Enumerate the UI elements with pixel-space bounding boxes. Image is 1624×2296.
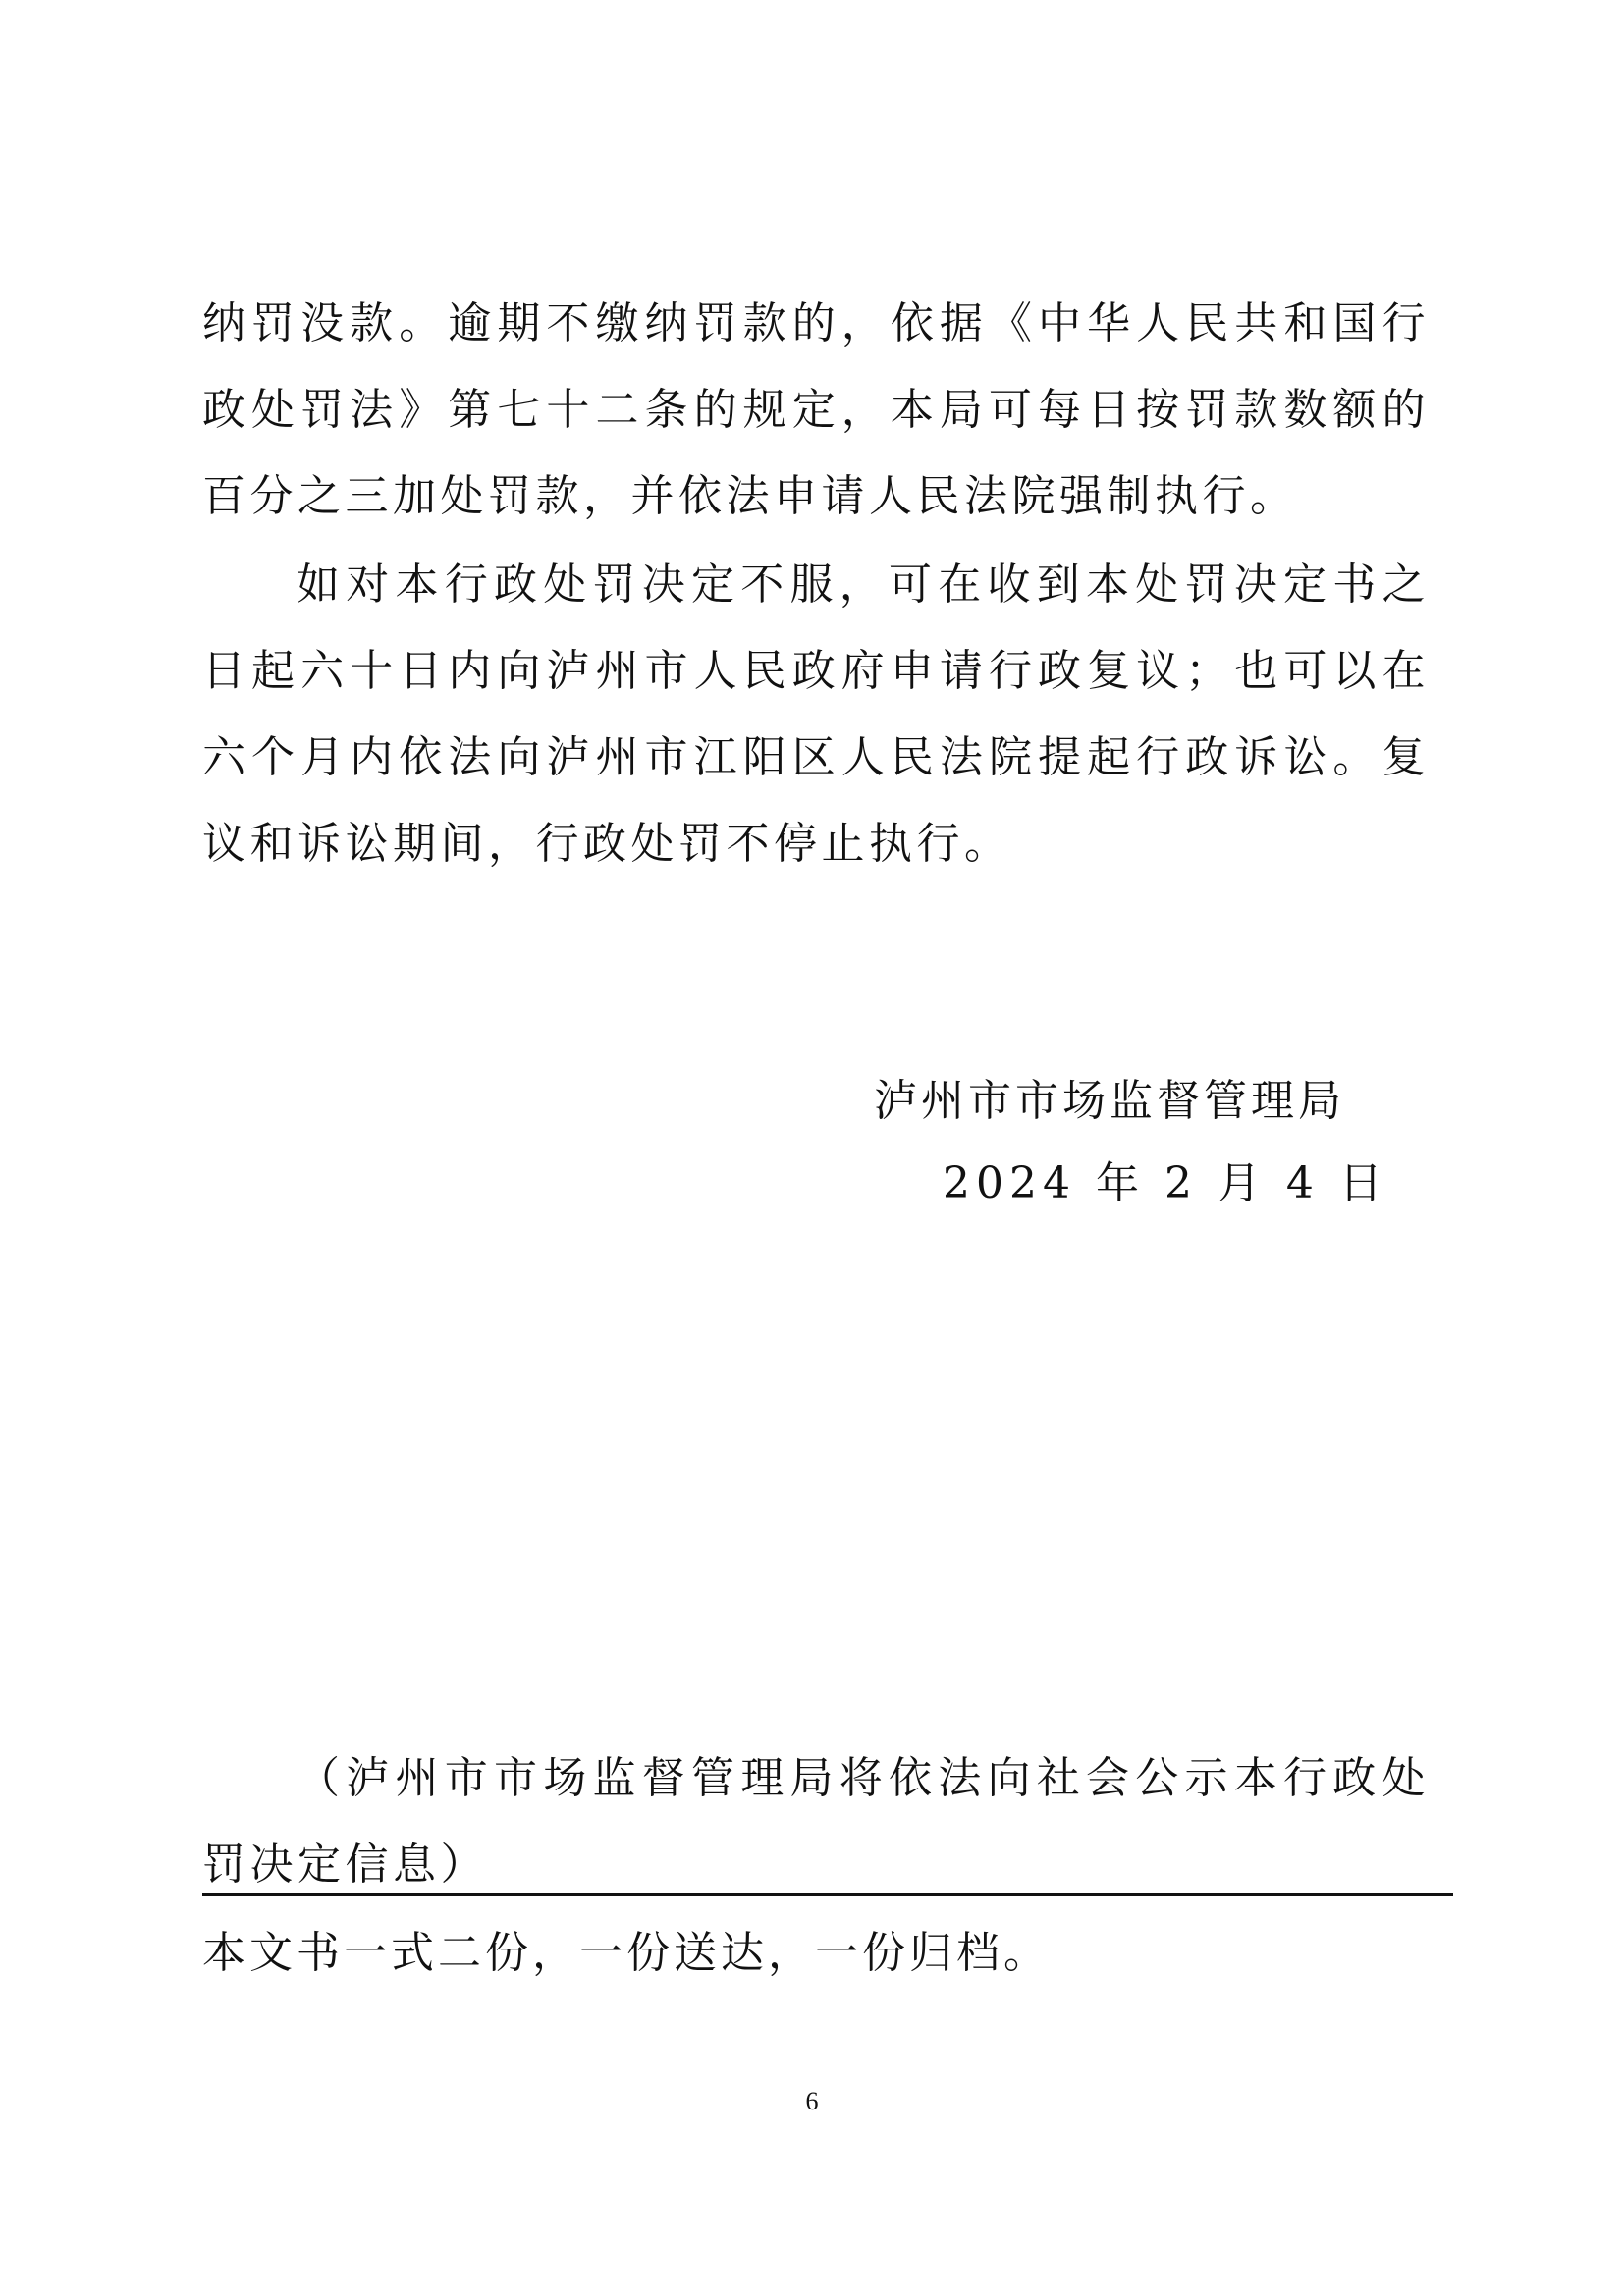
public-notice: （泸州市市场监督管理局将依法向社会公示本行政处罚决定信息） bbox=[202, 1753, 1430, 1890]
paragraph-appeal-rights: 如对本行政处罚决定不服，可在收到本处罚决定书之日起六十日内向泸州市人民政府申请行政复议；也可以在六个月内依法向泸州市江阳区人民法院提起行政诉讼。复议和诉讼期间，行政处罚不停止执行。 bbox=[202, 560, 1430, 869]
page-number: 6 bbox=[805, 2087, 819, 2115]
divider-rule bbox=[202, 1893, 1453, 1896]
signature-organization: 泸州市市场监督管理局 bbox=[874, 1076, 1345, 1126]
copies-note: 本文书一式二份，一份送达，一份归档。 bbox=[202, 1928, 1051, 1978]
signature-date: 2024 年 2 月 4 日 bbox=[943, 1158, 1388, 1208]
paragraph-penalty-overdue: 纳罚没款。逾期不缴纳罚款的，依据《中华人民共和国行政处罚法》第七十二条的规定，本局可每日按罚款数额的百分之三加处罚款，并依法申请人民法院强制执行。 bbox=[202, 298, 1430, 521]
